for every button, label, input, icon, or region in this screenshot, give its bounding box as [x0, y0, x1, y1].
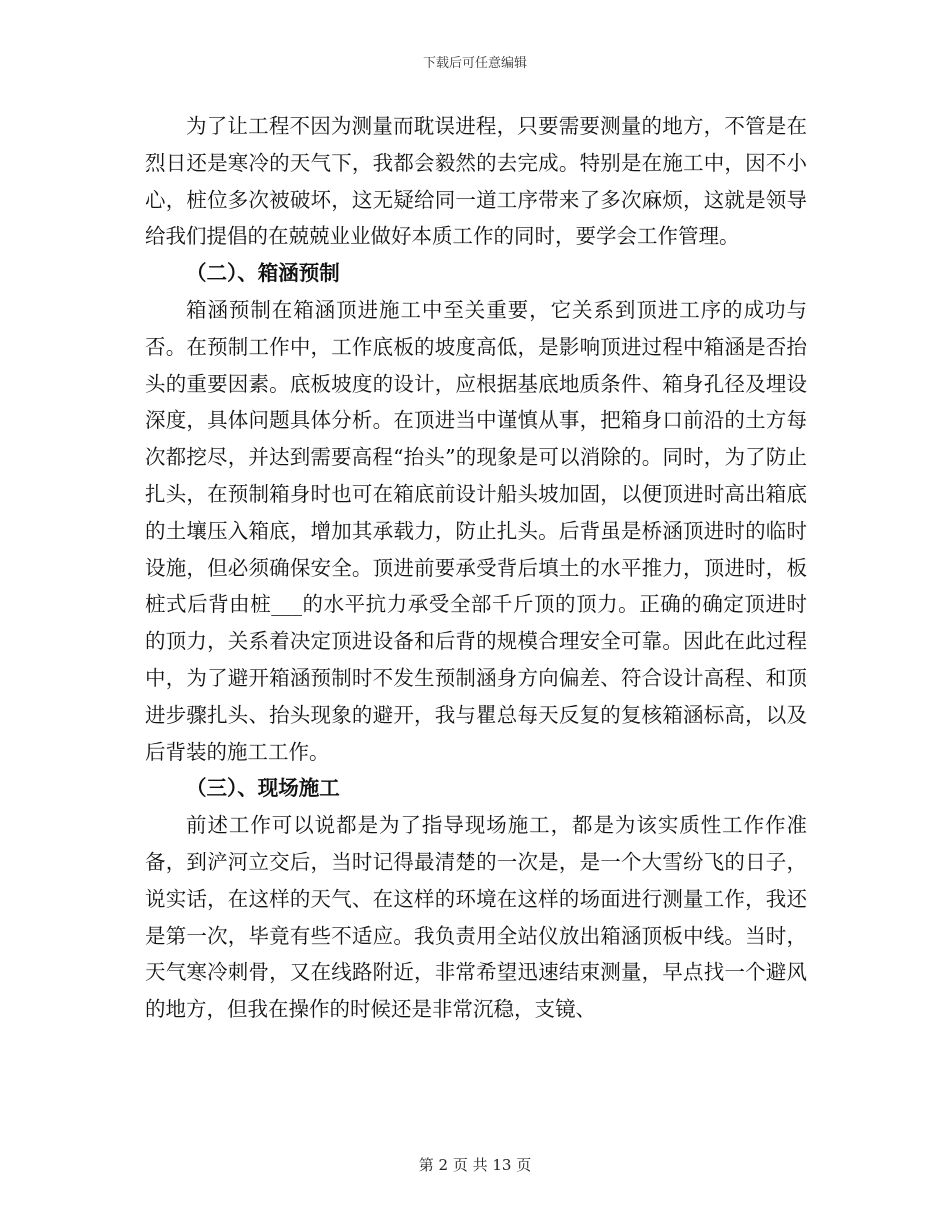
page-footer: 第 2 页 共 13 页: [418, 1156, 532, 1174]
paragraph-measurement: 为了让工程不因为测量而耽误进程，只要需要测量的地方，不管是在烈日还是寒冷的天气下，我都会毅然的去完成。特别是在施工中，因不小心，桩位多次被破坏，这无疑给同一道工序带来了多次麻烦，这就是领导给我们提倡的在兢兢业业做好本质工作的同时，要学会工作管理。: [145, 114, 807, 249]
section-heading-box-culvert-prefab: （二）、箱涵预制: [186, 261, 340, 286]
section-heading-site-construction: （三）、现场施工: [186, 776, 340, 801]
paragraph-site-construction: 前述工作可以说都是为了指导现场施工，都是为该实质性工作作准备，到浐河立交后，当时记得最清楚的一次是，是一个大雪纷飞的日子，说实话，在这样的天气、在这样的环境在这样的场面进行测量工作，我还是第一次，毕竟有些不适应。我负责用全站仪放出箱涵顶板中线。当时，天气寒冷刺骨，又在线路附近，非常希望迅速结束测量，早点找一个避风的地方，但我在操作的时候还是非常沉稳，支镜、: [145, 813, 807, 1022]
paragraph-box-culvert-prefab: 箱涵预制在箱涵顶进施工中至关重要，它关系到顶进工序的成功与否。在预制工作中，工作底板的坡度高低，是影响顶进过程中箱涵是否抬头的重要因素。底板坡度的设计，应根据基底地质条件、箱身孔径及埋设深度，具体问题具体分析。在顶进当中谨慎从事，把箱身口前沿的土方每次都挖尽，并达到需要高程“抬头”的现象是可以消除的。同时，为了防止扎头，在预制箱身时也可在箱底前设计船头坡加固，以便顶进时高出箱底的土壤压入箱底，增加其承载力，防止扎头。后背虽是桥涵顶进时的临时设施，但必须确保安全。顶进前要承受背后填土的水平推力，顶进时，板桩式后背由桩___的水平抗力承受全部千斤顶的顶力。正确的确定顶进时的顶力，关系着决定顶进设备和后背的规模合理安全可靠。因此在此过程中，为了避开箱涵预制时不发生预制涵身方向偏差、符合设计高程、和顶进步骤扎头、抬头现象的避开，我与瞿总每天反复的复核箱涵标高，以及后背装的施工工作。: [145, 297, 807, 764]
document-body: [145, 108, 807, 1028]
page-header: 下载后可任意编辑: [422, 56, 527, 71]
